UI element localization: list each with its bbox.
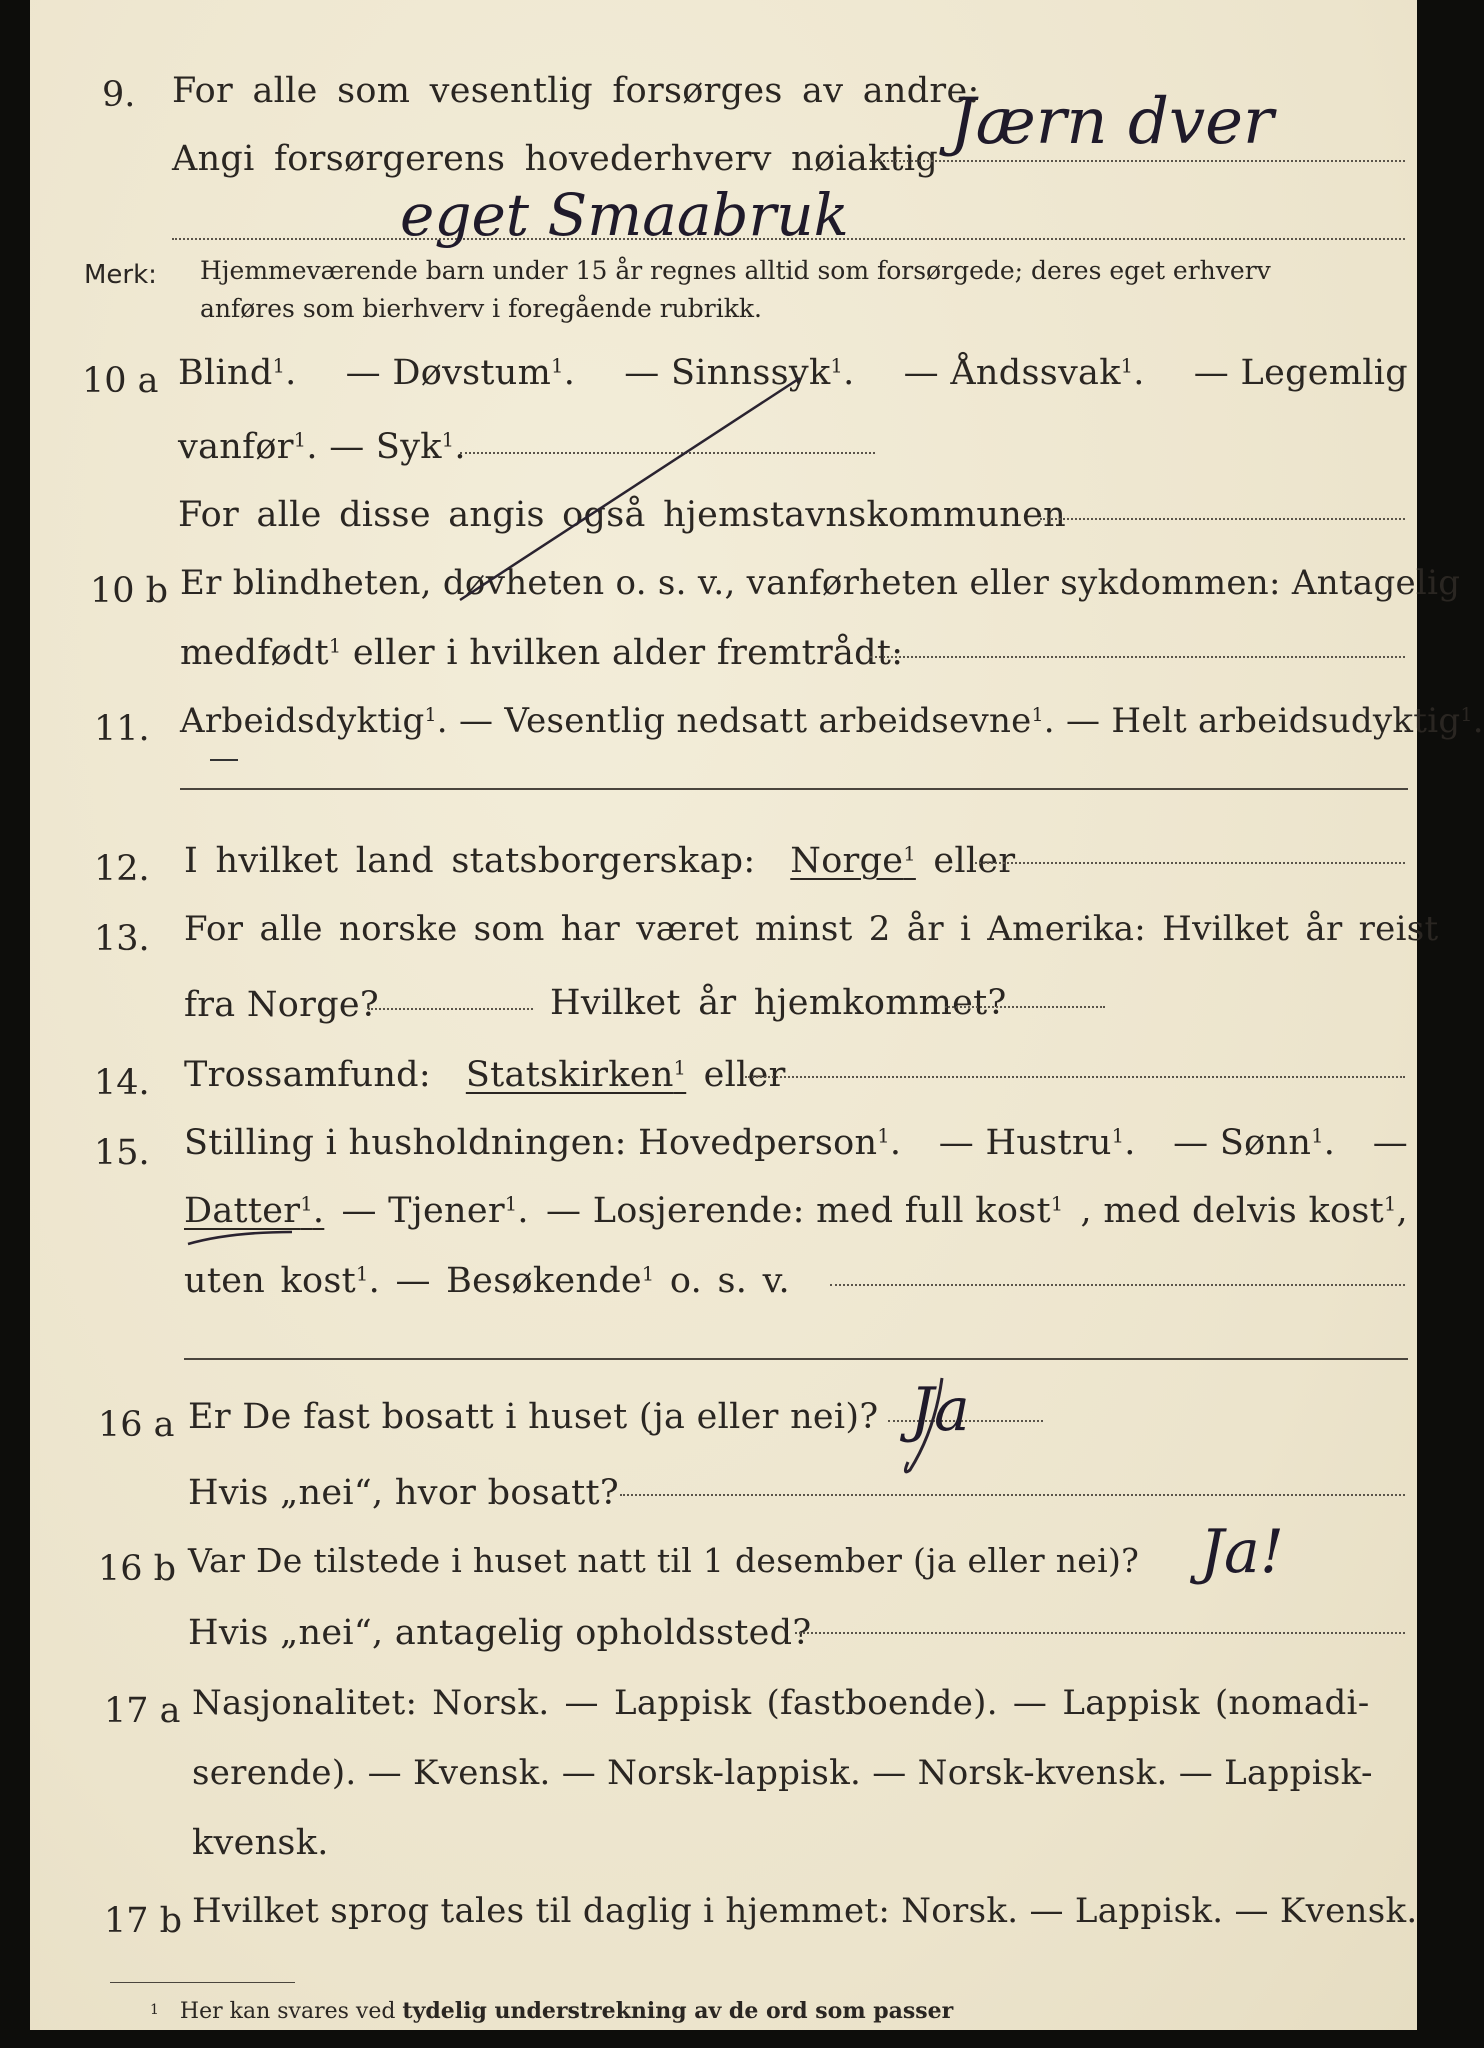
q10a-leader2: [1040, 518, 1405, 520]
q10a-line1: [178, 353, 1408, 393]
option-hustru: — Hustru$^1$.: [938, 1123, 1136, 1163]
option-legemlig: — Legemlig: [1193, 353, 1408, 393]
q12-line: I hvilket land statsborgerskap: Norge$^1$ eller: [184, 841, 1016, 881]
q16b-leader: [795, 1632, 1405, 1634]
option-nedsatt: — Vesentlig nedsatt arbeidsevne$^1$.: [458, 701, 1055, 741]
q10b-leader: [870, 656, 1405, 658]
q12-leader: [975, 862, 1405, 864]
q17b-number: 17 b: [104, 1901, 183, 1941]
q16a-line1: Er De fast bosatt i huset (ja eller nei)?: [188, 1397, 879, 1437]
option-hovedperson: Stilling i husholdningen: Hovedperson$^1$.: [184, 1123, 902, 1163]
q14-line: Trossamfund: Statskirken$^1$ eller: [184, 1055, 786, 1095]
q13-line2b: Hvilket år hjemkommet?: [550, 983, 1007, 1023]
option-vanfor: vanfør$^1$.: [178, 427, 318, 467]
q9-handwritten-answer2: eget Smaabruk: [400, 181, 849, 249]
q10a-line3: For alle disse angis også hjemstavnskommunen: [178, 495, 1066, 535]
merk-label: Merk:: [84, 260, 157, 290]
q9-answer-leader: [870, 160, 1405, 162]
q9-line2: Angi forsørgerens hovederhverv nøiaktig: [172, 139, 939, 179]
q13-number: 13.: [94, 919, 150, 959]
q16b-number: 16 b: [98, 1549, 177, 1589]
q16a-leader2: [620, 1494, 1405, 1496]
q13-line2a: fra Norge?: [184, 985, 379, 1025]
q16a-line2: Hvis „nei“, hvor bosatt?: [188, 1473, 619, 1513]
q10a-line2: [178, 427, 466, 467]
q16a-handwritten-answer: Ja: [910, 1375, 970, 1445]
merk-line2: anføres som bierhverv i foregående rubrikk.: [200, 294, 762, 323]
option-sonn: — Sønn$^1$.: [1173, 1123, 1336, 1163]
q10a-number: 10 a: [82, 361, 159, 401]
footnote-rule: [110, 1982, 295, 1983]
option-sinnssyk: — Sinnssyk$^1$.: [624, 353, 855, 393]
q13-leader2: [945, 1006, 1105, 1008]
q17a-line1: Nasjonalitet: Norsk. — Lappisk (fastboende). — Lappisk (nomadi-: [192, 1683, 1370, 1723]
option-arbeidsdyktig: Arbeidsdyktig$^1$.: [180, 701, 448, 741]
census-form-page: [30, 0, 1484, 2030]
q13-line1: For alle norske som har været minst 2 år i Amerika: Hvilket år reist: [184, 909, 1439, 949]
option-datter-underlined: Datter$^1$.: [184, 1191, 325, 1231]
q16a-number: 16 a: [98, 1405, 175, 1445]
q12-number: 12.: [94, 849, 150, 889]
option-tjener: — Tjener$^1$.: [341, 1191, 529, 1231]
footnote: [150, 2000, 953, 2023]
q9-line1: For alle som vesentlig forsørges av andre:: [172, 71, 980, 111]
q11-number: 11.: [94, 709, 150, 749]
footnote-text-a: Her kan svares ved: [179, 1999, 396, 2024]
option-dovstum: — Døvstum$^1$.: [345, 353, 576, 393]
option-udyktig: — Helt arbeidsudyktig$^1$.: [1066, 701, 1484, 741]
q16b-line2: Hvis „nei“, antagelig opholdssted?: [188, 1613, 812, 1653]
option-syk: — Syk$^1$.: [329, 427, 466, 467]
merk-line1: Hjemmeværende barn under 15 år regnes alltid som forsørgede; deres eget erhverv: [200, 256, 1271, 285]
footnote-mark: 1: [150, 2002, 159, 2018]
q15-number: 15.: [94, 1133, 150, 1173]
option-blind: Blind$^1$.: [178, 353, 297, 393]
q15-leader: [830, 1284, 1405, 1286]
q10b-line1: Er blindheten, døvheten o. s. v., vanførheten eller sykdommen: Antagelig: [180, 563, 1461, 603]
q14-number: 14.: [94, 1063, 150, 1103]
option-statskirken-underlined: Statskirken$^1$: [465, 1055, 687, 1095]
option-uten-kost: uten kost$^1$.: [184, 1261, 380, 1301]
q17b-line1: Hvilket sprog tales til daglig i hjemmet: Norsk. — Lappisk. — Kvensk.: [192, 1891, 1418, 1931]
q15-answer-rule: [184, 1358, 1408, 1360]
q10b-line2: medfødt$^1$ eller i hvilken alder fremtrådt:: [180, 633, 904, 673]
q14-leader: [745, 1076, 1405, 1078]
q15-datter-flourish: [188, 1232, 292, 1244]
q13-leader1: [368, 1008, 533, 1010]
q16b-handwritten-answer: Ja!: [1200, 1517, 1284, 1587]
option-norge-underlined: Norge$^1$: [790, 841, 916, 881]
q9-handwritten-answer1: Jærn dver: [950, 85, 1274, 159]
q10b-number: 10 b: [90, 571, 169, 611]
q9-number: 9.: [102, 75, 136, 115]
q16b-line1: Var De tilstede i huset natt til 1 desember (ja eller nei)?: [188, 1541, 1140, 1580]
q17a-line3: kvensk.: [192, 1823, 329, 1863]
q17a-number: 17 a: [104, 1691, 181, 1731]
q10a-leader1: [460, 452, 875, 454]
q17a-line2: serende). — Kvensk. — Norsk-lappisk. — Norsk-kvensk. — Lappisk-: [192, 1753, 1373, 1793]
option-besokende: — Besøkende$^1$: [395, 1261, 655, 1301]
option-andssvak: — Åndssvak$^1$.: [903, 353, 1145, 393]
q11-answer-rule: [180, 788, 1408, 790]
q11-line: [180, 701, 1484, 741]
q15-line3: uten kost$^1$. — Besøkende$^1$ o. s. v.: [184, 1261, 790, 1301]
q15-line2: [184, 1191, 1408, 1231]
footnote-text-b: tydelig understrekning av de ord som passer: [402, 1998, 954, 2024]
option-delvis-kost: , med delvis kost$^1$,: [1080, 1191, 1408, 1231]
q15-line1: Stilling i husholdningen: Hovedperson$^1$. — Hustru$^1$. — Sønn$^1$. —: [184, 1123, 1408, 1163]
option-full-kost: — Losjerende: med full kost$^1$: [545, 1191, 1064, 1231]
